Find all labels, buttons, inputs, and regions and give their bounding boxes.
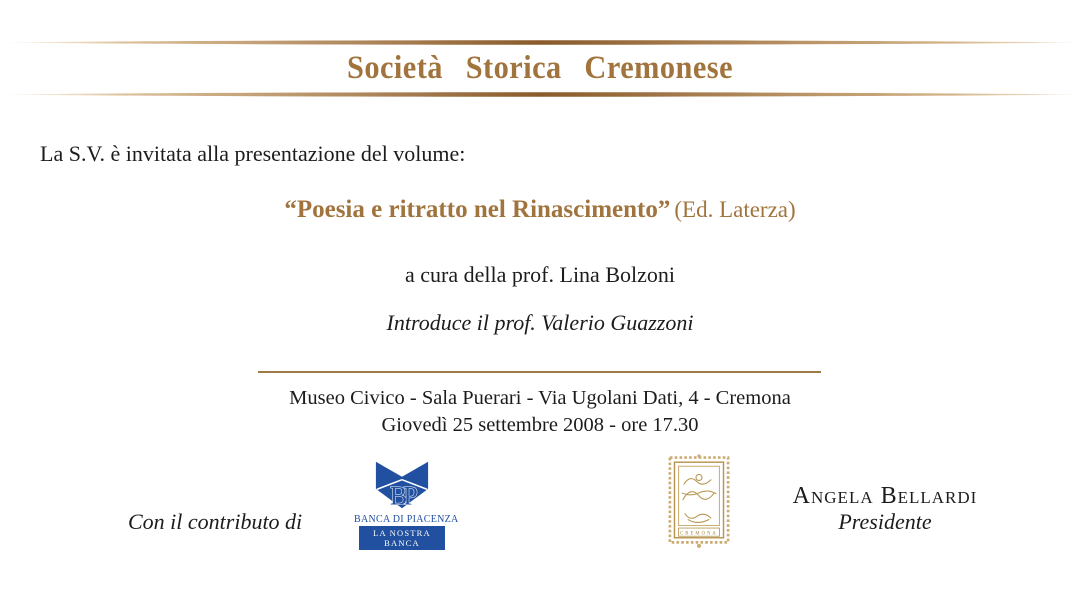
tapered-rule-bottom-shape [0, 91, 1080, 98]
book-edition-text: (Ed. Laterza) [674, 197, 796, 222]
open-book-bp-monogram-icon [373, 458, 431, 512]
venue-line: Museo Civico - Sala Puerari - Via Ugolani Dati, 4 - Cremona [289, 387, 791, 409]
page-title: Società Storica Cremonese [346, 50, 734, 86]
signature-name: Angela Bellardi [792, 483, 978, 509]
datetime-line: Giovedì 25 settembre 2008 - ore 17.30 [381, 414, 699, 436]
invite-line: La S.V. è invitata alla presentazione del volume: [40, 141, 466, 166]
tapered-rule-bottom [0, 91, 1080, 98]
crest-caption: CREMONA [680, 531, 718, 537]
signature-role: Presidente [838, 509, 932, 534]
book-title: “Poesia e ritratto nel Rinascimento” [284, 196, 671, 223]
bank-name: BANCA DI PIACENZA [354, 514, 459, 525]
curator-line: a cura della prof. Lina Bolzoni [404, 262, 675, 287]
bank-logo [354, 458, 459, 550]
cremona-engraved-crest-icon [667, 454, 731, 549]
tapered-rule-top [0, 39, 1080, 46]
book-title-line [0, 196, 1080, 224]
bank-tagline: LA NOSTRA BANCA [359, 526, 445, 550]
contribution-label: Con il contributo di [128, 509, 303, 534]
bank-monogram: BP [389, 481, 415, 511]
tapered-rule-top-shape [0, 39, 1080, 46]
cremona-crest [667, 454, 731, 549]
section-divider [258, 371, 821, 373]
introduction-line: Introduce il prof. Valerio Guazzoni [386, 310, 694, 335]
book-edition [674, 197, 795, 222]
signature-block [772, 483, 998, 534]
